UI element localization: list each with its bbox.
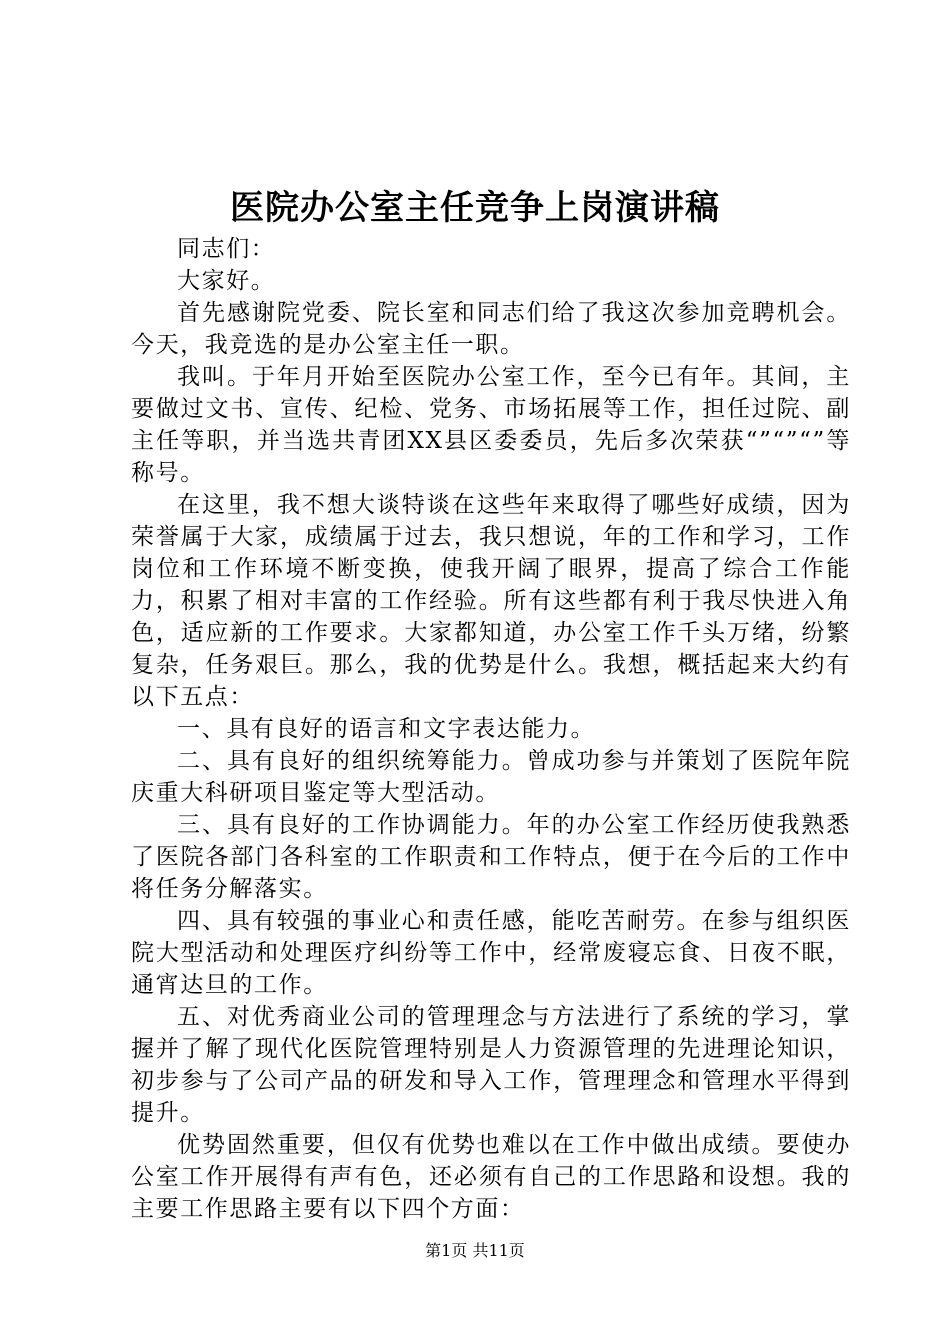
page-footer: 第1页 共11页 <box>425 1241 525 1260</box>
document-body <box>131 233 851 1225</box>
paragraph-advantage-1: 一、具有良好的语言和文字表达能力。 <box>177 716 596 742</box>
paragraph-thanks: 首先感谢院党委、院长室和同志们给了我这次参加竞聘机会。今天，我竞选的是办公室主任一职。 <box>131 300 851 358</box>
paragraph-experience: 在这里，我不想大谈特谈在这些年来取得了哪些好成绩，因为荣誉属于大家，成绩属于过去，我只想说，年的工作和学习，工作岗位和工作环境不断变换，使我开阔了眼界，提高了综合工作能力，积累了相对丰富的工作经验。所有这些都有利于我尽快进入角色，适应新的工作要求。大家都知道，办公室工作千头万绪，纷繁复杂，任务艰巨。那么，我的优势是什么。我想，概括起来大约有以下五点： <box>131 492 851 710</box>
paragraph-advantage-4: 四、具有较强的事业心和责任感，能吃苦耐劳。在参与组织医院大型活动和处理医疗纠纷等工作中，经常废寝忘食、日夜不眠，通宵达旦的工作。 <box>131 908 851 998</box>
paragraph-advantage-2: 二、具有良好的组织统筹能力。曾成功参与并策划了医院年院庆重大科研项目鉴定等大型活动。 <box>131 748 851 806</box>
paragraph-greeting: 同志们： <box>177 236 276 262</box>
paragraph-introduction: 我叫。于年月开始至医院办公室工作，至今已有年。其间，主要做过文书、宣传、纪检、党务、市场拓展等工作，担任过院、副主任等职，并当选共青团XX县区委委员，先后多次荣获“”“”“”等称号。 <box>131 364 851 486</box>
paragraph-advantage-3: 三、具有良好的工作协调能力。年的办公室工作经历使我熟悉了医院各部门各科室的工作职责和工作特点，便于在今后的工作中将任务分解落实。 <box>131 812 851 902</box>
paragraph-work-plan: 优势固然重要，但仅有优势也难以在工作中做出成绩。要使办公室工作开展得有声有色，还必须有自己的工作思路和设想。我的主要工作思路主要有以下四个方面： <box>131 1132 851 1222</box>
paragraph-hello: 大家好。 <box>177 268 276 294</box>
document-title: 医院办公室主任竞争上岗演讲稿 <box>230 188 720 228</box>
paragraph-advantage-5: 五、对优秀商业公司的管理理念与方法进行了系统的学习，掌握并了解了现代化医院管理特别是人力资源管理的先进理论知识，初步参与了公司产品的研发和导入工作，管理理念和管理水平得到提升。 <box>131 1004 851 1126</box>
